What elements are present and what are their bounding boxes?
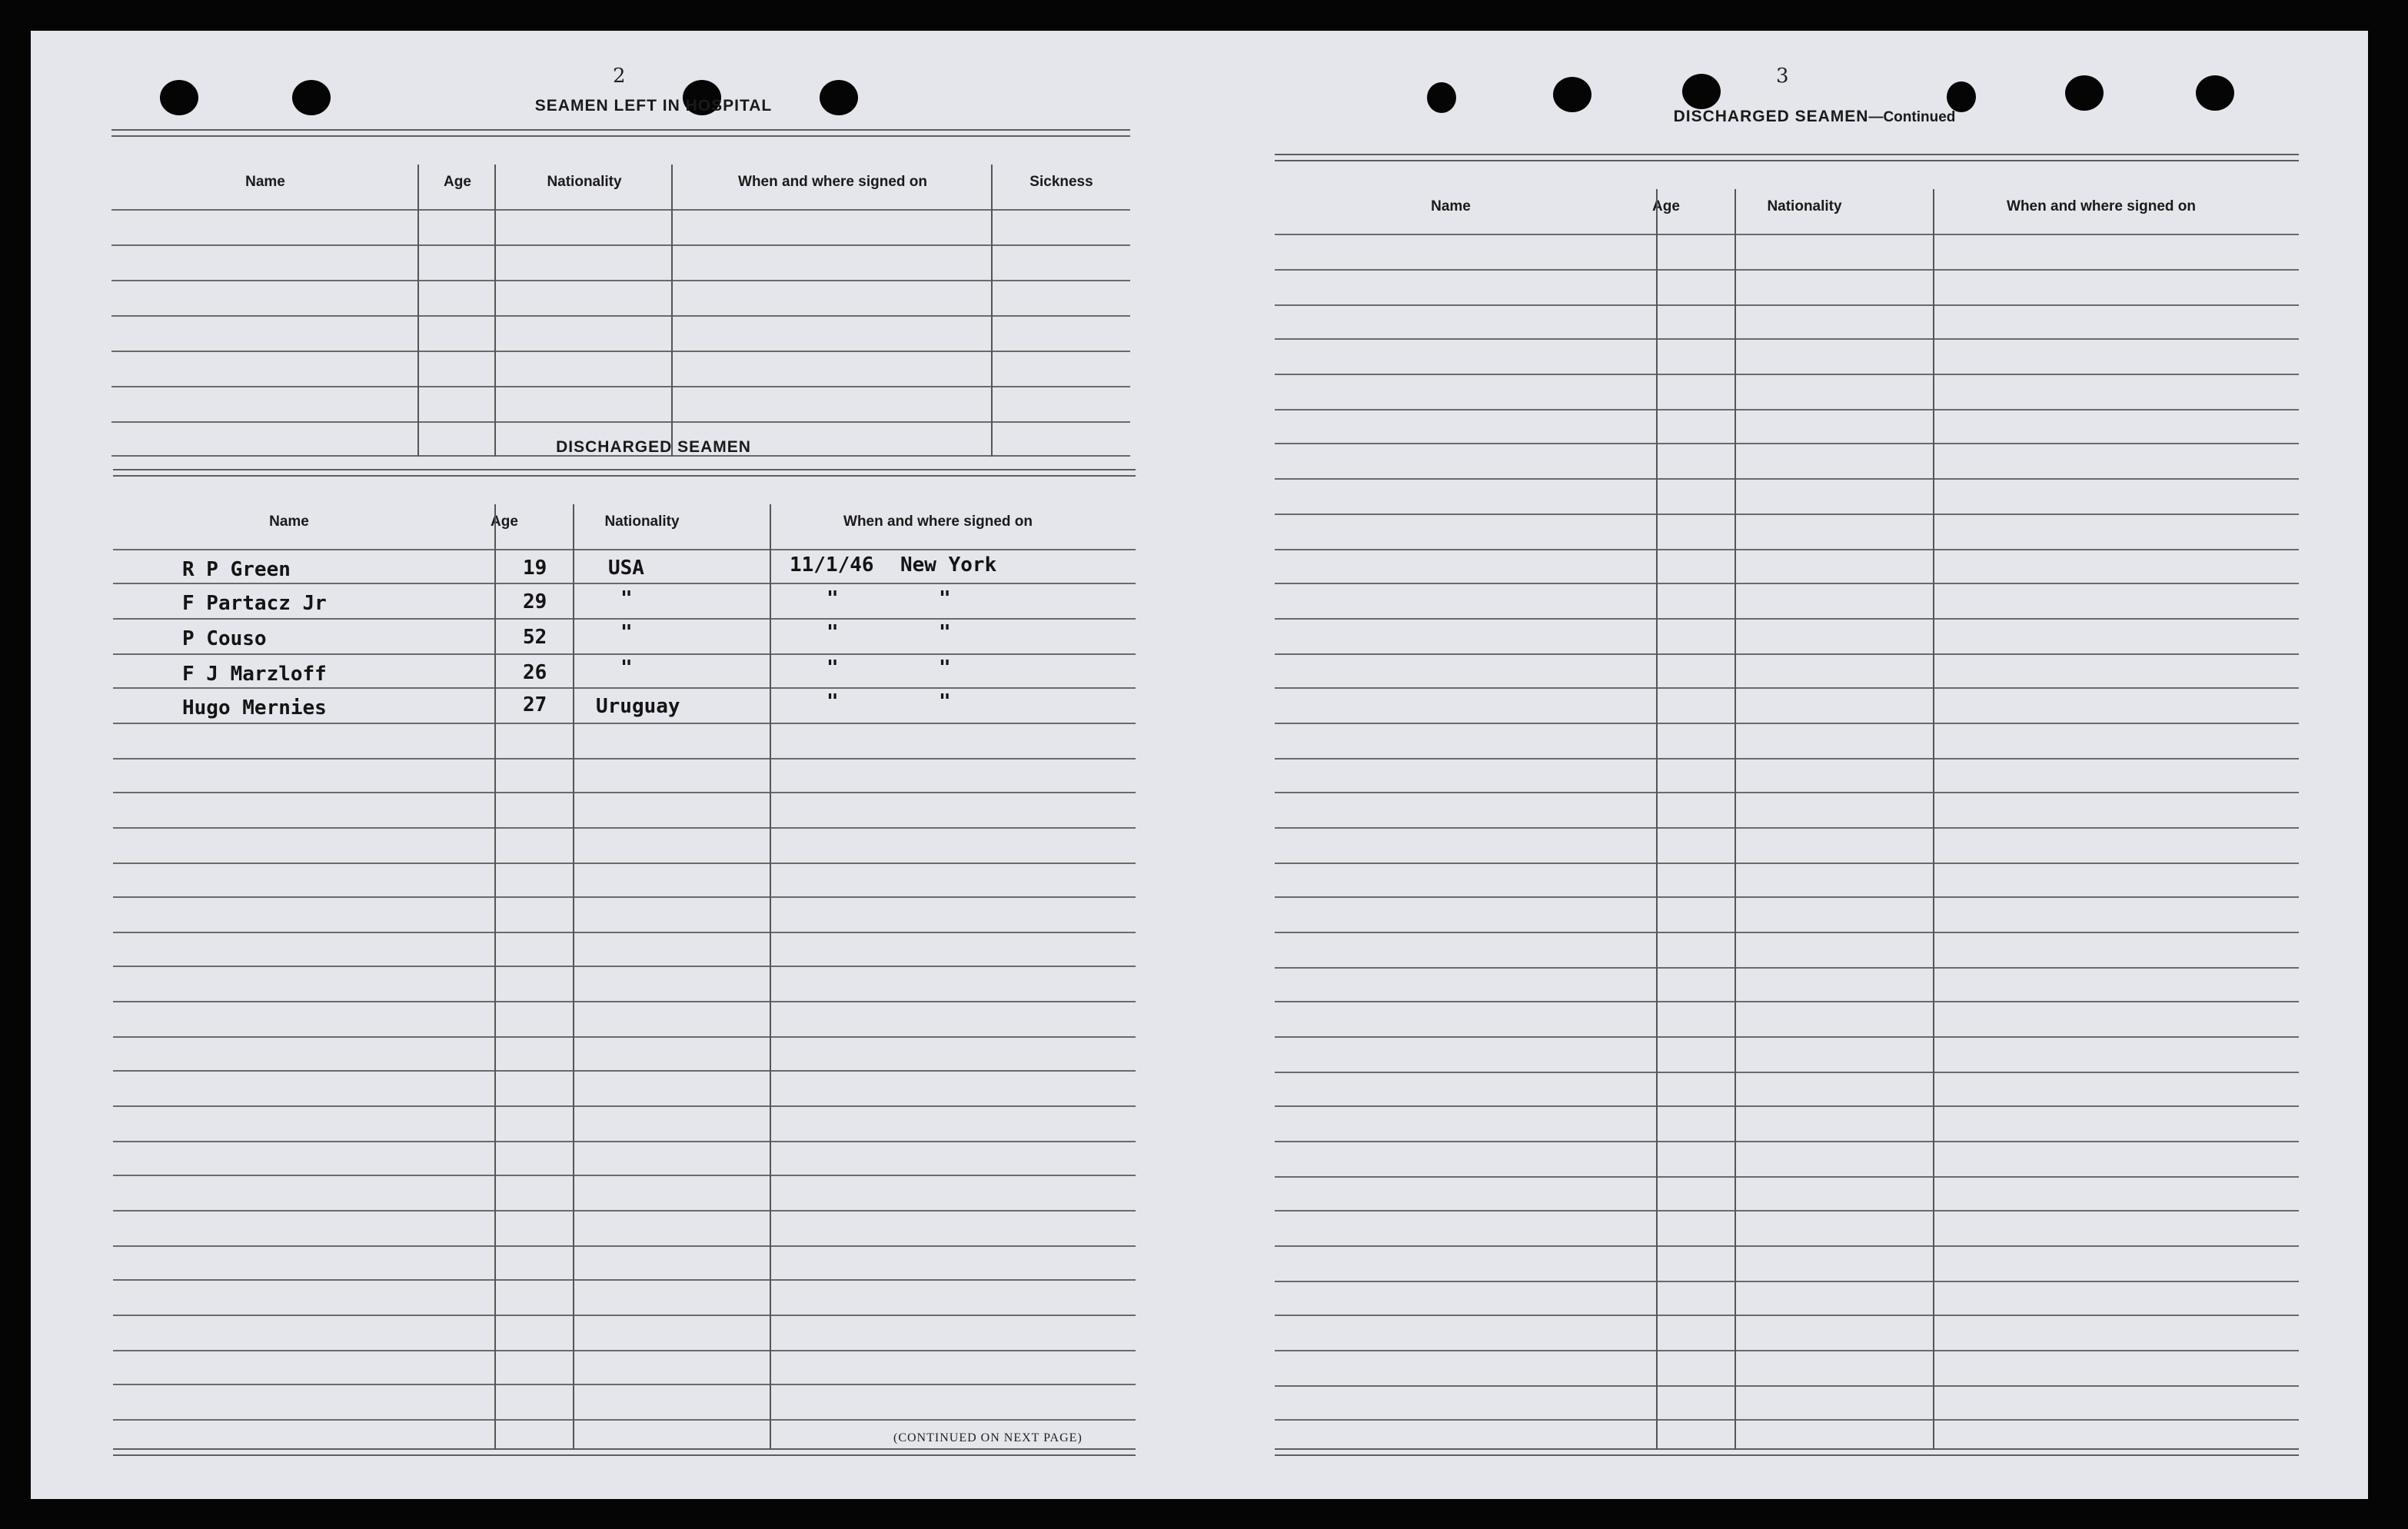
discharged-table [113,469,1136,1458]
signed-on-date: " [827,621,839,644]
page-number: 2 [613,65,626,88]
signed-on-place: " [939,656,951,680]
signed-on-place: " [939,690,951,713]
title-text: DISCHARGED SEAMEN [1673,108,1869,125]
ledger-sheet [31,31,2368,1499]
punch-hole [1682,74,1721,109]
title-suffix: —Continued [1868,109,1956,125]
seaman-age: 19 [523,557,547,580]
discharged-continued-table [1275,154,2299,1461]
seaman-name: R P Green [182,558,291,581]
seaman-name: Hugo Mernies [182,696,327,720]
seaman-age: 52 [523,626,547,649]
column-header-nationality: Nationality [1767,198,1842,214]
column-header-when-where: When and where signed on [843,514,1033,530]
seaman-nationality: USA [608,557,644,580]
signed-on-place: New York [900,553,997,577]
punch-hole [292,80,331,115]
hospital-section-title: SEAMEN LEFT IN HOSPITAL [534,97,773,115]
seaman-nationality: " [620,621,633,644]
column-header-when-where: When and where signed on [2007,198,2196,214]
hospital-table [111,129,1130,457]
discharged-continued-title [1561,108,2068,126]
seaman-nationality: " [620,656,633,680]
punch-hole [2065,75,2104,111]
discharged-section-title: DISCHARGED SEAMEN [556,438,751,456]
column-header-age: Age [1652,198,1680,214]
signed-on-place: " [939,621,951,644]
seaman-age: 29 [523,590,547,613]
seaman-age: 27 [523,693,547,716]
punch-hole [1427,82,1456,113]
seaman-age: 26 [523,661,547,684]
continued-note: (CONTINUED ON NEXT PAGE) [893,1431,1083,1444]
seaman-name: F J Marzloff [182,663,327,686]
page-number: 3 [1776,65,1789,88]
column-header-age: Age [491,514,518,530]
seaman-nationality: " [620,587,633,610]
signed-on-date: 11/1/46 [790,553,874,577]
column-header-age: Age [444,174,471,190]
seaman-name: F Partacz Jr [182,592,327,615]
punch-hole [2196,75,2234,111]
signed-on-date: " [827,690,839,713]
column-header-name: Name [269,514,309,530]
punch-hole [160,80,198,115]
column-header-nationality: Nationality [604,514,680,530]
signed-on-place: " [939,587,951,610]
column-header-nationality: Nationality [547,174,622,190]
column-header-when-where: When and where signed on [738,174,927,190]
signed-on-date: " [827,587,839,610]
seaman-nationality: Uruguay [596,695,680,718]
column-header-sickness: Sickness [1029,174,1093,190]
column-header-name: Name [1431,198,1471,214]
signed-on-date: " [827,656,839,680]
column-header-name: Name [245,174,285,190]
seaman-name: P Couso [182,627,267,650]
